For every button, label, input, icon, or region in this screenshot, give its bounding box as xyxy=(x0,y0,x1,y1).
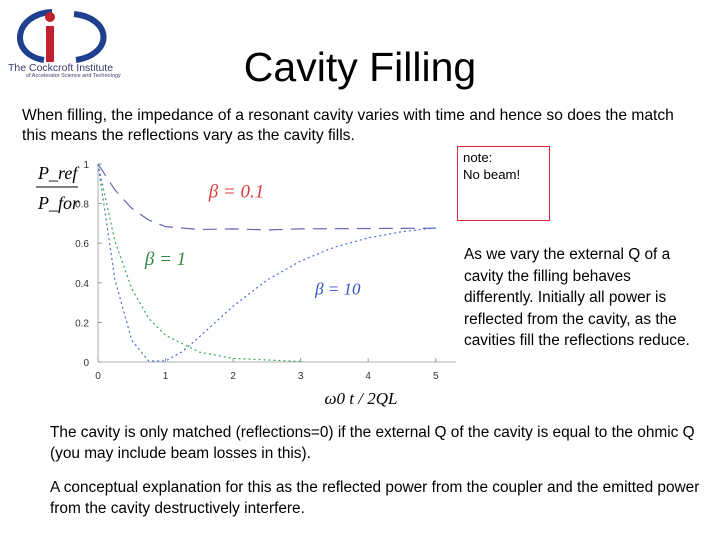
y-tick-label: 0.2 xyxy=(75,318,89,330)
y-axis-label-denominator: P_for xyxy=(38,193,80,213)
logo-figure-head-icon xyxy=(45,12,55,22)
x-axis-label: ω0 t / 2QL xyxy=(324,389,398,408)
series-annotation-1: β = 0.1 xyxy=(208,181,265,203)
series-line-1 xyxy=(98,164,436,230)
x-tick-label: 0 xyxy=(95,371,101,382)
paragraph-matching: The cavity is only matched (reflections=0) if the external Q of the cavity is equal to the ohmic Q (you may include beam losses in this). xyxy=(50,424,695,462)
x-tick-label: 4 xyxy=(365,371,371,382)
logo-tagline: of Accelerator Science and Technology xyxy=(26,73,121,79)
note-box xyxy=(457,146,550,221)
note-text: No beam! xyxy=(463,167,521,182)
y-tick-label: 0.4 xyxy=(75,278,89,290)
series-line-2 xyxy=(98,164,301,362)
x-tick-label: 1 xyxy=(162,371,169,382)
y-tick-label: 0 xyxy=(83,358,89,369)
y-tick-label: 1 xyxy=(83,160,89,171)
note-label: note: xyxy=(463,150,493,165)
y-tick-label: 0.6 xyxy=(75,239,89,251)
intro-text: When filling, the impedance of a resonant cavity varies with time and hence so does the match this means the reflections vary as the cavity fills. xyxy=(22,107,674,144)
series-annotation-3: β = 10 xyxy=(315,279,361,299)
cavity-filling-chart xyxy=(26,152,456,414)
y-tick-label: 0.8 xyxy=(75,199,89,211)
paragraph-explanation: A conceptual explanation for this as the reflected power from the coupler and the emitted power from the cavity destructively interfere. xyxy=(50,479,700,517)
side-text: As we vary the external Q of a cavity the filling behaves differently. Initially all power is reflected from the cavity, as the cavities fill the reflections reduce. xyxy=(464,246,690,349)
x-tick-label: 3 xyxy=(297,371,304,382)
y-axis-label-numerator: P_ref xyxy=(38,163,78,183)
page-title: Cavity Filling xyxy=(243,44,477,90)
x-tick-label: 5 xyxy=(432,371,439,382)
logo-name: The Cockcroft Institute xyxy=(8,62,114,74)
x-tick-label: 2 xyxy=(230,371,236,382)
series-annotation-2: β = 1 xyxy=(144,248,187,270)
